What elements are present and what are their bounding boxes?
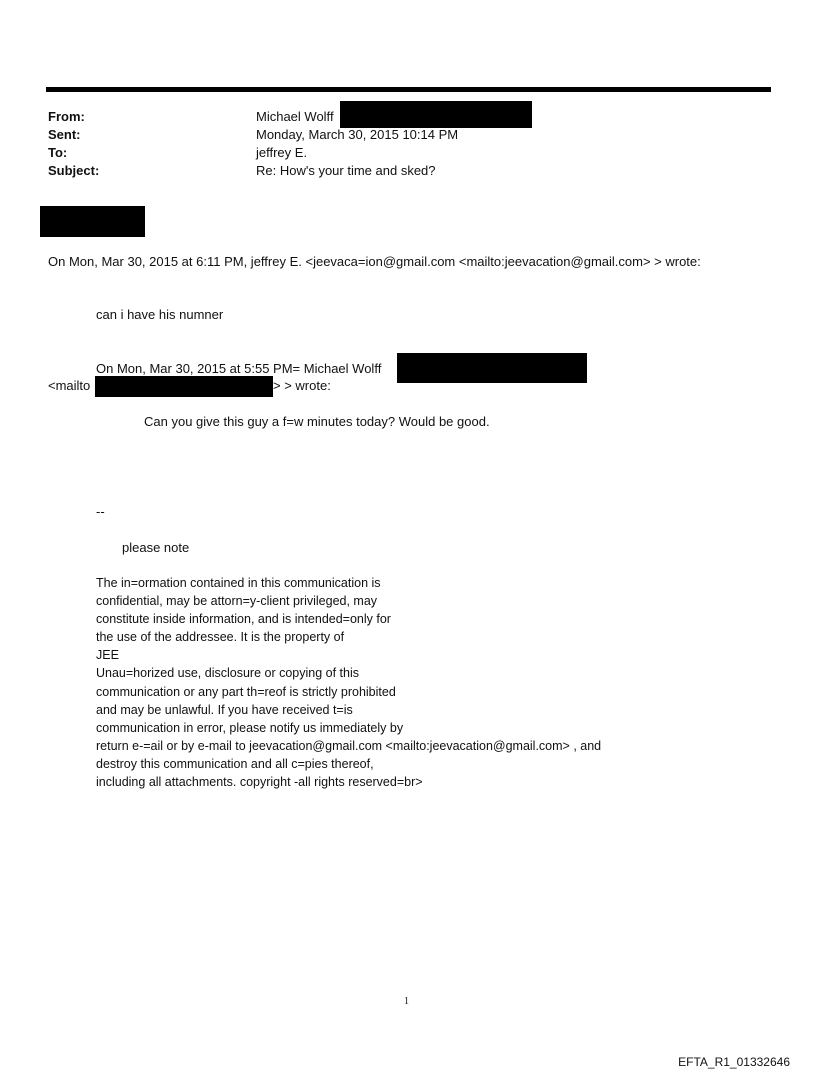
quote1-text: can i have his numner: [96, 307, 224, 322]
document-id: EFTA_R1_01332646: [678, 1055, 790, 1069]
page-number: 1: [404, 996, 409, 1007]
signature-dashes: --: [96, 504, 105, 519]
redaction-block: [397, 353, 587, 383]
quote2-mailto: <mailto: [48, 378, 91, 393]
to-value: jeffrey E.: [256, 145, 308, 160]
to-label: To:: [48, 145, 68, 160]
sent-value: Monday, March 30, 2015 10:14 PM: [256, 127, 459, 142]
from-label: From:: [48, 109, 85, 124]
quote1-header: On Mon, Mar 30, 2015 at 6:11 PM, jeffrey E. <jeevaca=ion@gmail.com <mailto:jeevacation@gmail.com> > wrote:: [48, 254, 701, 269]
quote2-wrote: > > wrote:: [273, 378, 331, 393]
disclaimer-paragraph: The in=ormation contained in this communication is confidential, may be attorn=y-client privileged, may constitute inside information, and is intended=only for the use of the addressee. It is the property of JEE Unau=horized use, disclosure or copying of this communication or any part th=reof is strictly prohibited and may be unlawful. If you have received t=is communication in error, please notify us immediately by return e-=ail or by e-mail to jeevacation@gmail.com <mailto:jeevacation@gmail.com> , and destroy this communication and all c=pies thereof, including all attachments. copyright -all rights reserved=br>: [96, 576, 602, 790]
please-note: please note: [122, 540, 190, 555]
header-rule: [46, 87, 771, 92]
from-value: Michael Wolff: [256, 109, 334, 124]
redaction-block: [40, 206, 145, 237]
sent-label: Sent:: [48, 127, 81, 142]
quote2-text: Can you give this guy a f=w minutes today? Would be good.: [144, 414, 490, 429]
redaction-block: [340, 101, 532, 128]
quote2-header: On Mon, Mar 30, 2015 at 5:55 PM= Michael Wolff: [96, 361, 382, 376]
subject-label: Subject:: [48, 163, 100, 178]
redaction-block: [95, 376, 273, 397]
subject-value: Re: How's your time and sked?: [256, 163, 436, 178]
